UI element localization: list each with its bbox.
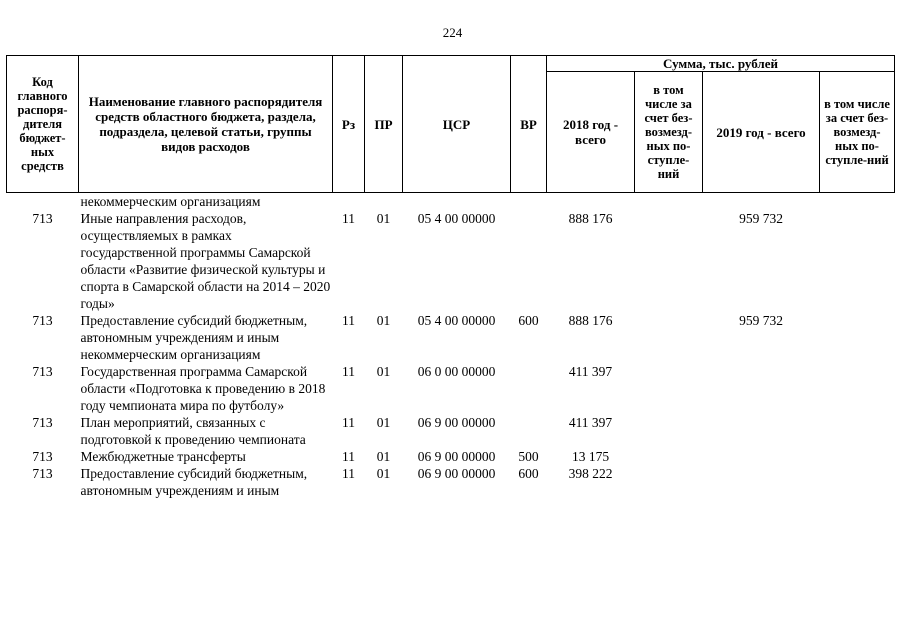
row-pr [365, 193, 403, 211]
header-rz: Рз [333, 56, 365, 193]
row-sum-2019-incl [820, 363, 895, 414]
row-name: некоммерческим организациям [80, 194, 261, 209]
row-sum-2018: 888 176 [568, 313, 613, 328]
row-sum-2019-incl [820, 193, 895, 211]
header-2019-total: 2019 год - всего [703, 72, 820, 193]
row-name: План мероприятий, связанных с подготовкой к проведению чемпионата [80, 415, 306, 447]
row-rz: 11 [342, 364, 355, 379]
table-row [7, 465, 895, 499]
header-2019-incl: в том числе за счет без-возмезд-ных по-ступле-ний [820, 72, 895, 193]
header-pr: ПР [365, 56, 403, 193]
row-pr: 01 [376, 364, 391, 379]
table-header [7, 56, 895, 193]
row-rz: 11 [342, 313, 355, 328]
row-csr: 06 9 00 00000 [417, 449, 496, 464]
row-code: 713 [32, 211, 53, 226]
row-rz: 11 [342, 466, 355, 481]
table-row [7, 414, 895, 448]
row-sum-2019-incl [820, 414, 895, 448]
row-sum-2019 [703, 363, 820, 414]
row-csr [403, 193, 511, 211]
row-csr: 06 0 00 00000 [417, 364, 496, 379]
row-csr: 05 4 00 00000 [417, 313, 496, 328]
row-sum-2018-incl [635, 210, 703, 312]
row-rz: 11 [342, 415, 355, 430]
row-sum-2019-incl [820, 210, 895, 312]
row-sum-2018-incl [635, 193, 703, 211]
row-pr: 01 [376, 449, 391, 464]
header-sum-group: Сумма, тыс. рублей [547, 56, 895, 72]
row-sum-2018-incl [635, 363, 703, 414]
row-sum-2019: 959 732 [739, 313, 783, 328]
row-pr: 01 [376, 466, 391, 481]
row-name: Предоставление субсидий бюджетным, автономным учреждениям и иным [80, 466, 308, 498]
row-rz: 11 [342, 449, 355, 464]
row-sum-2019 [703, 448, 820, 465]
row-name: Предоставление субсидий бюджетным, автономным учреждениям и иным некоммерческим организациям [80, 313, 308, 362]
header-2018-incl: в том числе за счет без-возмезд-ных по-ступле-ний [635, 72, 703, 193]
row-code: 713 [32, 466, 53, 481]
table-row [7, 312, 895, 363]
row-pr: 01 [376, 313, 391, 328]
row-sum-2019-incl [820, 312, 895, 363]
row-vr [511, 414, 547, 448]
row-sum-2018: 888 176 [568, 211, 613, 226]
row-name: Государственная программа Самарской области «Подготовка к проведению в 2018 году чемпионата мира по футболу» [80, 364, 326, 413]
row-code: 713 [32, 313, 53, 328]
row-code: 713 [32, 364, 53, 379]
header-name: Наименование главного распорядителя средств областного бюджета, раздела, подраздела, целевой статьи, группы видов расходов [79, 56, 333, 193]
row-sum-2018-incl [635, 414, 703, 448]
table-row [7, 363, 895, 414]
row-sum-2019: 959 732 [739, 211, 783, 226]
row-vr [511, 193, 547, 211]
row-vr: 600 [518, 466, 539, 481]
table-row [7, 448, 895, 465]
row-vr [511, 363, 547, 414]
row-csr: 05 4 00 00000 [417, 211, 496, 226]
header-csr: ЦСР [403, 56, 511, 193]
table-body [7, 193, 895, 500]
row-pr: 01 [376, 415, 391, 430]
row-vr: 600 [518, 313, 539, 328]
row-sum-2019-incl [820, 448, 895, 465]
row-sum-2019-incl [820, 465, 895, 499]
row-name: Межбюджетные трансферты [80, 449, 246, 464]
row-vr [511, 210, 547, 312]
row-sum-2018-incl [635, 448, 703, 465]
row-csr: 06 9 00 00000 [417, 415, 496, 430]
row-sum-2018: 411 397 [568, 364, 613, 379]
row-vr: 500 [518, 449, 539, 464]
row-rz: 11 [342, 211, 355, 226]
table-row [7, 210, 895, 312]
row-sum-2019 [703, 193, 820, 211]
row-rz [333, 193, 365, 211]
header-2018-total: 2018 год - всего [547, 72, 635, 193]
row-sum-2018: 411 397 [568, 415, 613, 430]
row-sum-2018 [547, 193, 635, 211]
table-row [7, 193, 895, 211]
budget-table [6, 55, 895, 499]
row-sum-2018-incl [635, 312, 703, 363]
header-vr: ВР [511, 56, 547, 193]
row-csr: 06 9 00 00000 [417, 466, 496, 481]
row-pr: 01 [376, 211, 391, 226]
row-sum-2019 [703, 465, 820, 499]
row-code: 713 [32, 449, 53, 464]
row-sum-2018: 13 175 [571, 449, 610, 464]
page-number: 224 [442, 25, 463, 40]
row-code [7, 193, 79, 211]
row-sum-2019 [703, 414, 820, 448]
row-sum-2018: 398 222 [568, 466, 613, 481]
header-code: Код главного распоря-дителя бюджет-ных средств [7, 56, 79, 193]
row-sum-2018-incl [635, 465, 703, 499]
row-code: 713 [32, 415, 53, 430]
row-name: Иные направления расходов, осуществляемых в рамках государственной программы Самарской области «Развитие физической культуры и спорта в Самарской области на 2014 – 2020 годы» [80, 211, 331, 311]
